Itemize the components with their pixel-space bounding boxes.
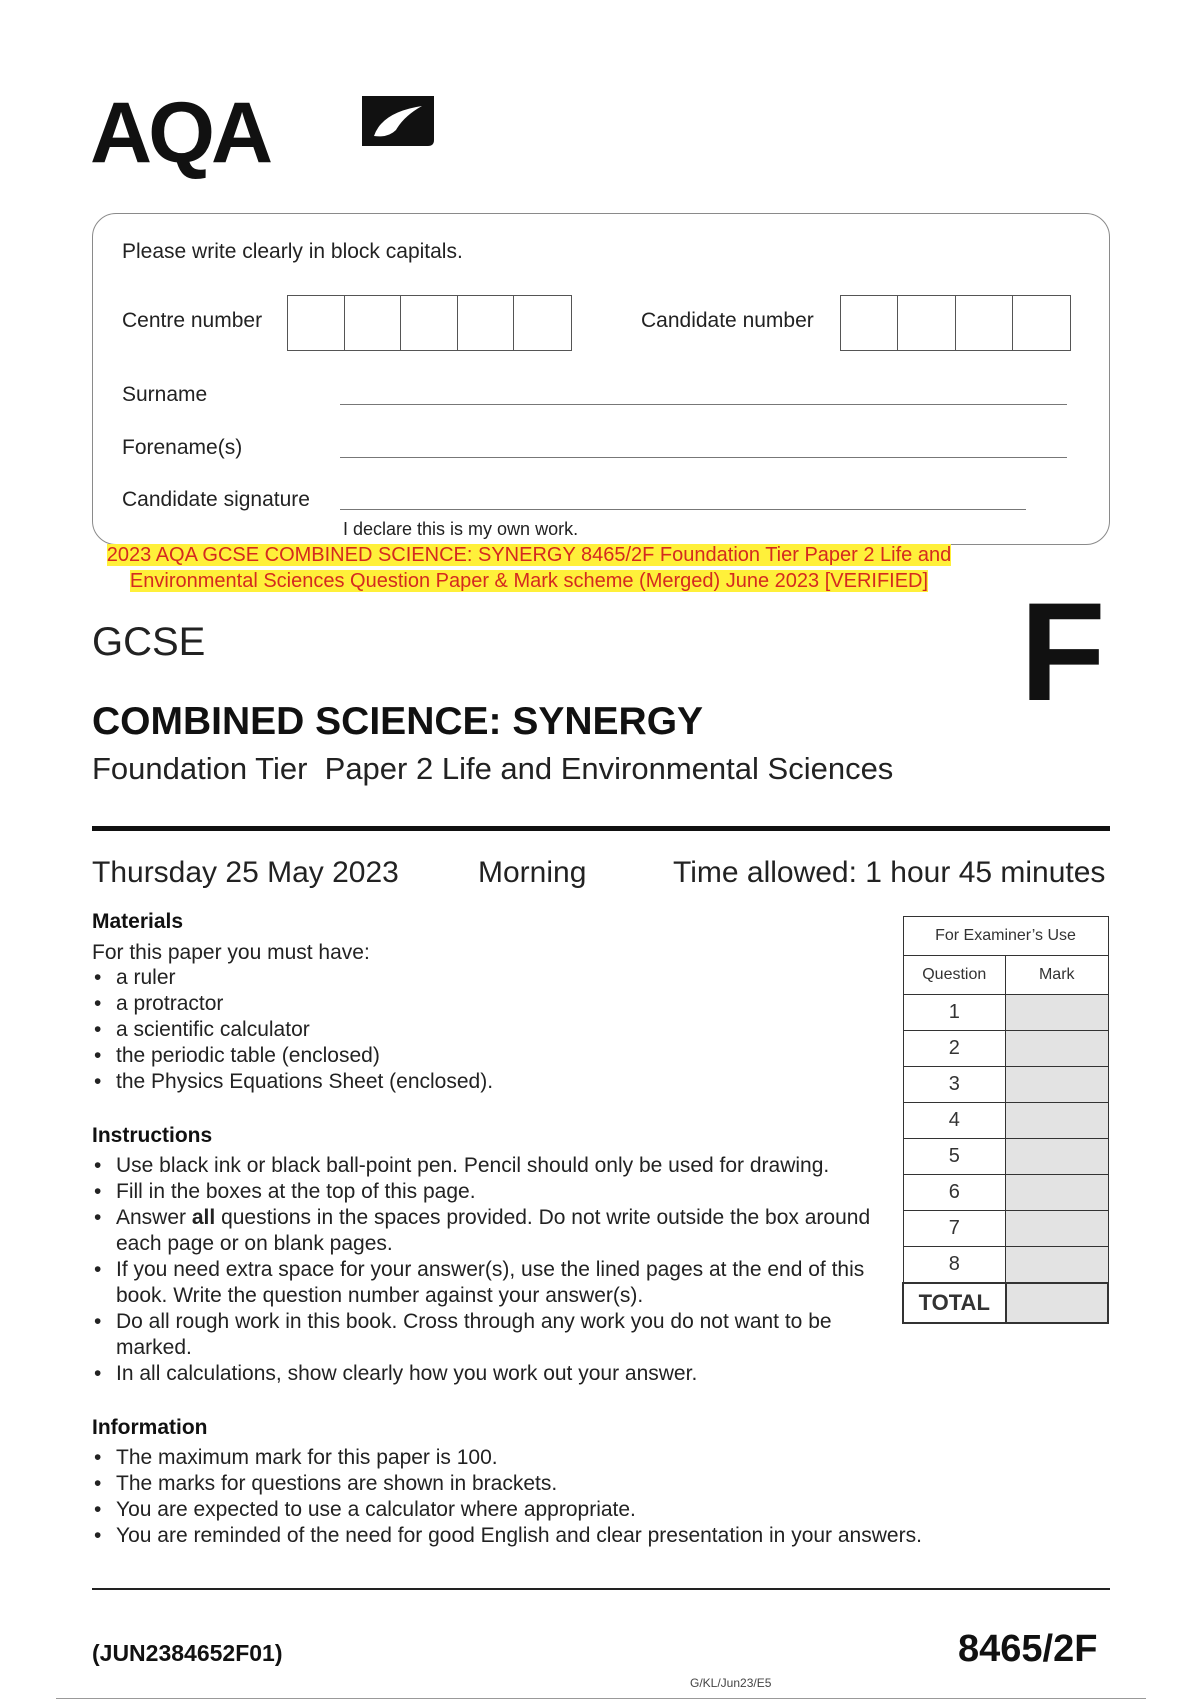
candidate-digit-box[interactable] [1013,296,1070,350]
subject-title: COMBINED SCIENCE: SYNERGY [92,700,704,743]
exam-date: Thursday 25 May 2023 [92,856,399,889]
list-item: • a scientific calculator [92,1017,493,1043]
centre-digit-box[interactable] [458,296,515,350]
mark-cell [1006,1103,1109,1139]
list-item [92,1205,872,1257]
question-number: 4 [903,1103,1006,1139]
signature-field[interactable] [340,509,1026,510]
total-label: TOTAL [903,1283,1006,1323]
candidate-digit-box[interactable] [841,296,898,350]
footer-divider [92,1588,1110,1590]
list-item: • You are expected to use a calculator where appropriate. [92,1497,922,1523]
question-number: 7 [903,1211,1006,1247]
aqa-leaf-icon [352,90,444,150]
centre-number-boxes[interactable] [287,295,572,351]
list-item: • Do all rough work in this book. Cross through any work you do not want to be marked. [92,1309,872,1361]
declaration-text: I declare this is my own work. [343,519,579,539]
centre-digit-box[interactable] [288,296,345,350]
materials-list [92,965,493,1095]
mark-cell [1006,1175,1109,1211]
materials-heading: Materials [92,910,184,933]
centre-digit-box[interactable] [345,296,402,350]
mark-cell [1006,1067,1109,1103]
centre-number-label: Centre number [122,309,263,332]
time-allowed: Time allowed: 1 hour 45 minutes [673,856,1106,889]
candidate-digit-box[interactable] [956,296,1013,350]
list-item: • Fill in the boxes at the top of this page. [92,1179,872,1205]
question-number: 2 [903,1031,1006,1067]
list-item: • The marks for questions are shown in brackets. [92,1471,922,1497]
question-number: 1 [903,995,1006,1031]
mark-cell [1006,1031,1109,1067]
paper-title: Foundation Tier Paper 2 Life and Environmental Sciences [92,751,894,786]
list-item: • In all calculations, show clearly how you work out your answer. [92,1361,872,1387]
list-item: • The maximum mark for this paper is 100. [92,1445,922,1471]
list-item: • If you need extra space for your answer(s), use the lined pages at the end of this book. Write the question number against your answer(s). [92,1257,872,1309]
mark-column-header: Mark [1006,956,1109,995]
candidate-number-label: Candidate number [641,309,814,332]
instructions-heading: Instructions [92,1124,213,1147]
materials-intro: For this paper you must have: [92,941,370,964]
question-number: 8 [903,1247,1006,1284]
paper-reference: (JUN2384652F01) [92,1640,283,1666]
logo-text: AQA [90,85,270,181]
mark-cell [1006,995,1109,1031]
signature-label: Candidate signature [122,488,310,511]
surname-label: Surname [122,383,208,406]
tier-letter: F [1020,573,1106,730]
question-number: 6 [903,1175,1006,1211]
list-item: • You are reminded of the need for good English and clear presentation in your answers. [92,1523,922,1549]
information-heading: Information [92,1416,208,1439]
centre-digit-box[interactable] [401,296,458,350]
forenames-label: Forename(s) [122,436,243,459]
list-item: • the Physics Equations Sheet (enclosed). [92,1069,493,1095]
list-item: • the periodic table (enclosed) [92,1043,493,1069]
answer-emphasis: all [191,1206,216,1229]
centre-digit-box[interactable] [514,296,571,350]
list-item: • a protractor [92,991,493,1017]
examiner-table-title: For Examiner’s Use [903,917,1108,956]
print-code: G/KL/Jun23/E5 [690,1676,772,1690]
list-item: • Use black ink or black ball-point pen. Pencil should only be used for drawing. [92,1153,872,1179]
specification-code: 8465/2F [958,1628,1098,1670]
mark-cell [1006,1247,1109,1284]
candidate-number-boxes[interactable] [840,295,1071,351]
divider-thick [92,826,1110,831]
answer-prefix: Answer [116,1206,192,1229]
list-item: • a ruler [92,965,493,991]
mark-cell [1006,1211,1109,1247]
instructions-list [92,1153,872,1387]
total-mark-cell [1006,1283,1109,1323]
page-edge-line [56,1698,1146,1699]
question-number: 3 [903,1067,1006,1103]
surname-field[interactable] [340,404,1067,405]
forenames-field[interactable] [340,457,1067,458]
mark-cell [1006,1139,1109,1175]
examiner-table [902,916,1109,1324]
information-list [92,1445,922,1549]
answer-rest: questions in the spaces provided. Do not write outside the box around each page or on blank pages. [116,1206,871,1255]
qualification-title: GCSE [92,620,206,664]
block-capitals-instruction: Please write clearly in block capitals. [122,240,463,263]
candidate-digit-box[interactable] [898,296,955,350]
question-column-header: Question [903,956,1006,995]
banner-text: 2023 AQA GCSE COMBINED SCIENCE: SYNERGY 8465/2F Foundation Tier Paper 2 Life and Environmental Sciences Question Paper & Mark scheme (Merged) June 2023 [VERIFIED] [106,544,952,592]
exam-session: Morning [478,856,587,889]
highlight-banner [96,542,962,594]
question-number: 5 [903,1139,1006,1175]
